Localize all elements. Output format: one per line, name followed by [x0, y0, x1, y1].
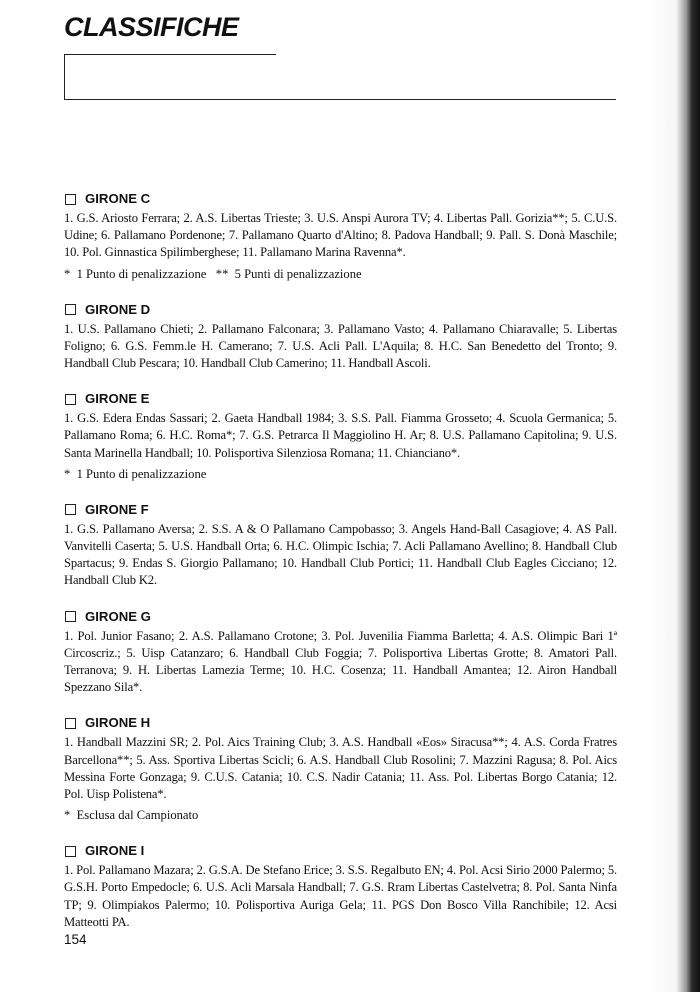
checkbox-square-icon — [65, 611, 76, 622]
section-heading-label: GIRONE F — [85, 501, 149, 517]
checkbox-square-icon — [65, 194, 76, 205]
frame-bottom-line — [64, 99, 616, 100]
section-girone-g — [64, 608, 617, 697]
checkbox-square-icon — [65, 304, 76, 315]
section-heading — [64, 190, 617, 208]
section-heading-label: GIRONE D — [85, 301, 151, 317]
page-title: CLASSIFICHE — [64, 12, 239, 42]
section-girone-d — [64, 301, 617, 373]
section-heading — [64, 842, 617, 860]
section-standings-text: 1. Pol. Pallamano Mazara; 2. G.S.A. De Stefano Erice; 3. S.S. Regalbuto EN; 4. Pol. Acsi Sirio 2000 Palermo; 5. G.S.H. Porto Empedocle; 6. U.S. Acli Marsala Handball; 7. G.S. Rram Libertas Castelvetra; 8. Pol. Santa Ninfa TP; 9. Olimpiakos Palermo; 10. Polisportiva Auriga Gela; 11. PGS Don Bosco Villa Ranchibile; 12. Acsi Matteotti PA. — [64, 863, 617, 929]
section-heading-label: GIRONE I — [85, 843, 145, 859]
checkbox-square-icon — [65, 504, 76, 515]
section-heading-label: GIRONE C — [85, 191, 151, 206]
section-heading — [64, 390, 617, 408]
section-girone-f — [64, 501, 617, 590]
checkbox-square-icon — [65, 846, 76, 857]
section-standings-text: 1. G.S. Edera Endas Sassari; 2. Gaeta Handball 1984; 3. S.S. Pall. Fiamma Grosseto; 4. Scuola Germanica; 5. Pallamano Roma; 6. H.C. Roma*; 7. G.S. Petrarca Il Maggiolino H. Ar; 8. U.S. Pallamano Capitolina; 9. U.S. Santa Marinella Handball; 10. Polisportiva Silenziosa Romana; 11. Chianciano*. — [64, 411, 617, 460]
frame-top-line — [64, 54, 276, 55]
section-footnote: * Esclusa dal Campionato — [64, 808, 199, 823]
section-heading-label: GIRONE H — [85, 715, 151, 731]
section-heading — [64, 608, 617, 626]
section-heading — [64, 714, 617, 732]
page-number: 154 — [64, 932, 87, 947]
section-standings-text: 1. Pol. Junior Fasano; 2. A.S. Pallamano Crotone; 3. Pol. Juvenilia Fiamma Barletta; 4. A.S. Olimpic Bari 1ª Circoscriz.; 5. Uisp Catanzaro; 6. Handball Club Foggia; 7. Polisportiva Libertas Grotte; 8. Amatori Pall. Terranova; 9. H. Libertas Lamezia Terme; 10. H.C. Cosenza; 11. Handball Amantea; 12. Airon Handball Spezzano Sila*. — [64, 628, 617, 695]
frame-left-line — [64, 54, 65, 100]
section-girone-i — [64, 842, 617, 931]
section-standings-text: 1. U.S. Pallamano Chieti; 2. Pallamano Falconara; 3. Pallamano Vasto; 4. Pallamano Chiaravalle; 5. Libertas Foligno; 6. G.S. Femm.le H. Camerano; 7. U.S. Acli Pall. L'Aquila; 8. H.C. San Benedetto del Tronto; 9. Handball Club Pescara; 10. Handball Club Camerino; 11. Handball Ascoli. — [64, 321, 617, 371]
section-heading — [64, 501, 617, 519]
section-heading-label: GIRONE E — [85, 391, 150, 407]
checkbox-square-icon — [65, 394, 76, 405]
section-girone-e — [64, 390, 617, 483]
standings-content — [64, 190, 617, 949]
section-standings-text: 1. G.S. Ariosto Ferrara; 2. A.S. Libertas Trieste; 3. U.S. Anspi Aurora TV; 4. Libertas Pall. Gorizia**; 5. C.U.S. Udine; 6. Pallamano Pordenone; 7. Pallamano Quarto d'Altino; 8. Padova Handball; 9. Pall. S. Donà Maschile; 10. Pol. Ginnastica Spilimberghese; 11. Pallamano Marina Ravenna*. — [64, 211, 617, 260]
checkbox-square-icon — [65, 718, 76, 729]
section-girone-c — [64, 190, 617, 283]
section-footnote: * 1 Punto di penalizzazione ** 5 Punti di penalizzazione — [64, 266, 362, 281]
title-frame — [64, 54, 616, 100]
section-standings-text: 1. G.S. Pallamano Aversa; 2. S.S. A & O Pallamano Campobasso; 3. Angels Hand-Ball Casagiove; 4. AS Pall. Vanvitelli Caserta; 5. U.S. Handball Orta; 6. H.C. Olimpic Ischia; 7. Acli Pallamano Avellino; 8. Handball Club Spartacus; 9. Endas S. Giorgio Pallamano; 10. Handball Club Portici; 11. Handball Club Eagles Cicciano; 12. Handball Club K2. — [64, 521, 617, 588]
book-spine-shadow — [648, 0, 700, 992]
section-heading — [64, 301, 617, 319]
section-girone-h — [64, 714, 617, 824]
section-standings-text: 1. Handball Mazzini SR; 2. Pol. Aics Training Club; 3. A.S. Handball «Eos» Siracusa**; 4. A.S. Corda Fratres Barcellona**; 5. Ass. Sportiva Libertas Scicli; 6. A.S. Handball Club Rosolini; 7. Mazzini Ragusa; 8. Pol. Aics Messina Forte Gonzaga; 9. C.U.S. Catania; 10. C.S. Nadir Catania; 11. Ass. Pol. Libertas Borgo Catania; 12. Pol. Uisp Polistena*. — [64, 735, 617, 802]
section-footnote: * 1 Punto di penalizzazione — [64, 466, 207, 481]
section-heading-label: GIRONE G — [85, 608, 151, 624]
